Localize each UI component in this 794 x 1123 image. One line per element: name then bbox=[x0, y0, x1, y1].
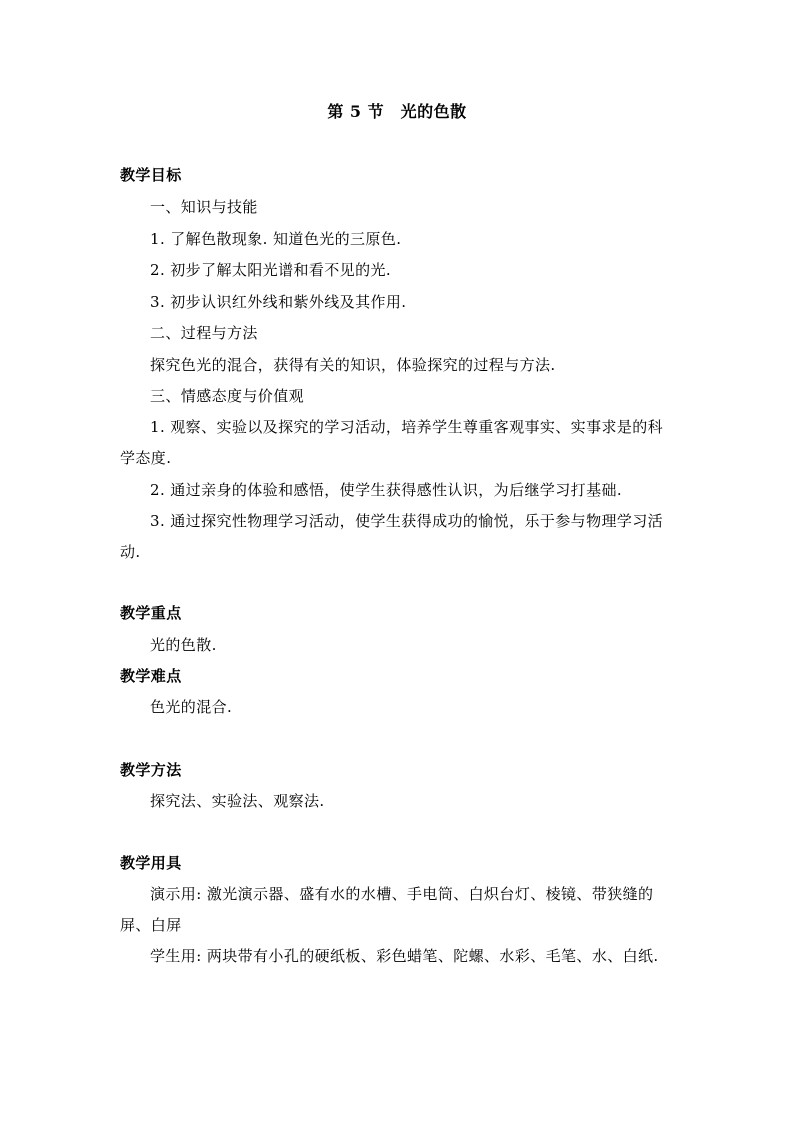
heading-difficulties: 教学难点 bbox=[120, 667, 182, 685]
subheading-process-method: 二、过程与方法 bbox=[150, 324, 258, 342]
process-method-text: 探究色光的混合，获得有关的知识，体验探究的过程与方法. bbox=[150, 356, 556, 374]
attitude-item-3-line-1: 3. 通过探究性物理学习活动，使学生获得成功的愉悦，乐于参与物理学习活 bbox=[150, 512, 664, 530]
heading-key-points: 教学重点 bbox=[120, 604, 182, 622]
tools-demo-line-1: 演示用: 激光演示器、盛有水的水槽、手电筒、白炽台灯、棱镜、带狭缝的 bbox=[150, 885, 654, 903]
subheading-knowledge-skills: 一、知识与技能 bbox=[150, 198, 258, 216]
heading-objectives: 教学目标 bbox=[120, 166, 182, 184]
tools-student: 学生用: 两块带有小孔的硬纸板、彩色蜡笔、陀螺、水彩、毛笔、水、白纸. bbox=[150, 947, 659, 965]
attitude-item-3-line-2: 动. bbox=[120, 543, 141, 561]
objective-item: 3. 初步认识红外线和紫外线及其作用. bbox=[150, 293, 407, 311]
attitude-item-1-line-2: 学态度. bbox=[120, 449, 172, 467]
subheading-attitude-values: 三、情感态度与价值观 bbox=[150, 387, 305, 405]
objective-item: 1. 了解色散现象. 知道色光的三原色. bbox=[150, 230, 402, 248]
attitude-item-1-line-1: 1. 观察、实验以及探究的学习活动，培养学生尊重客观事实、实事求是的科 bbox=[150, 418, 664, 436]
methods-text: 探究法、实验法、观察法. bbox=[150, 792, 325, 810]
objective-item: 2. 初步了解太阳光谱和看不见的光. bbox=[150, 261, 392, 279]
heading-methods: 教学方法 bbox=[120, 761, 182, 779]
heading-tools: 教学用具 bbox=[120, 854, 182, 872]
tools-demo-line-2: 屏、白屏 bbox=[120, 916, 182, 934]
attitude-item-2: 2. 通过亲身的体验和感悟，使学生获得感性认识，为后继学习打基础. bbox=[150, 481, 623, 499]
key-points-text: 光的色散. bbox=[150, 636, 217, 654]
page-title: 第 5 节 光的色散 bbox=[327, 102, 467, 121]
difficulties-text: 色光的混合. bbox=[150, 698, 233, 716]
